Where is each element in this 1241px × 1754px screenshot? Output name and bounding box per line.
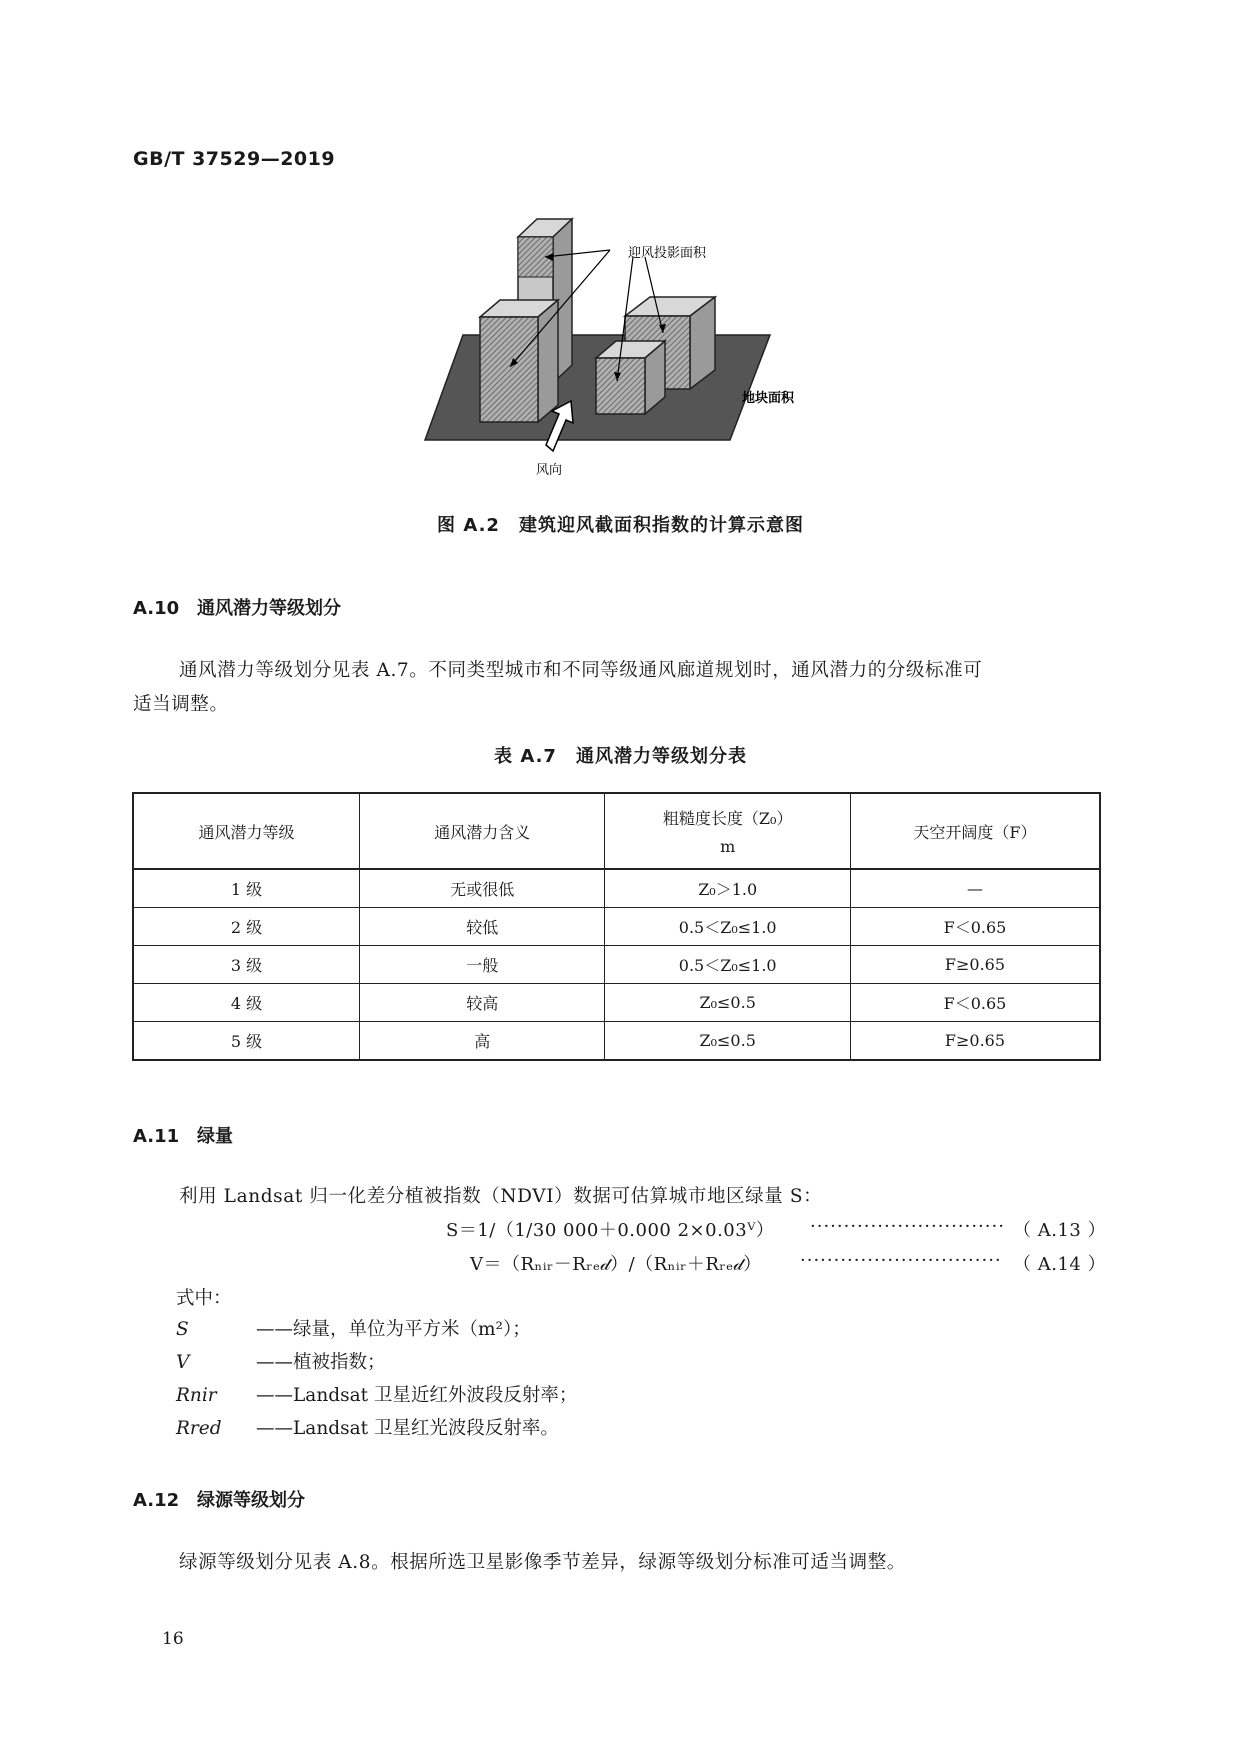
table-cell: 0.5＜Z₀≤1.0 xyxy=(605,946,851,984)
table-row xyxy=(133,1022,1100,1061)
column-header xyxy=(605,793,851,869)
section-title: 绿源等级划分 xyxy=(197,1490,305,1511)
table-caption: 表 A.7 通风潜力等级划分表 xyxy=(494,746,747,767)
table-cell: F＜0.65 xyxy=(850,908,1100,946)
table-row xyxy=(133,946,1100,984)
formula-leader-dots: ······························ xyxy=(800,1250,1002,1271)
table-cell: Z₀≤0.5 xyxy=(605,984,851,1022)
table-cell: 较低 xyxy=(359,908,604,946)
table-cell: 3 级 xyxy=(133,946,359,984)
variable-description: ——Landsat 卫星红光波段反射率。 xyxy=(256,1418,559,1439)
standard-code: GB/T 37529—2019 xyxy=(133,148,336,170)
variable-symbol: Rnir xyxy=(176,1385,217,1406)
section-number: A.12 xyxy=(133,1490,180,1511)
table-cell: — xyxy=(850,869,1100,908)
column-header: 天空开阔度（F） xyxy=(850,793,1100,869)
paragraph-a12: 绿源等级划分见表 A.8。根据所选卫星影像季节差异，绿源等级划分标准可适当调整。 xyxy=(179,1552,906,1573)
table-cell: 一般 xyxy=(359,946,604,984)
table-cell: 5 级 xyxy=(133,1022,359,1061)
paragraph-line: 适当调整。 xyxy=(133,694,229,715)
table-row xyxy=(133,908,1100,946)
section-number: A.11 xyxy=(133,1126,180,1147)
windward-area-diagram xyxy=(420,205,820,480)
column-header: 通风潜力等级 xyxy=(133,793,359,869)
table-cell: 高 xyxy=(359,1022,604,1061)
section-heading-a12 xyxy=(133,1486,305,1512)
table-cell: F＜0.65 xyxy=(850,984,1100,1022)
variable-symbol: V xyxy=(176,1352,190,1373)
variable-row xyxy=(176,1412,577,1445)
paragraph-a11: 利用 Landsat 归一化差分植被指数（NDVI）数据可估算城市地区绿量 S： xyxy=(179,1186,823,1207)
formula-leader-dots: ····························· xyxy=(810,1216,1005,1237)
paragraph-a10 xyxy=(133,654,1101,722)
section-number: A.10 xyxy=(133,598,180,619)
variable-row xyxy=(176,1379,577,1412)
column-header: 通风潜力含义 xyxy=(359,793,604,869)
table-cell: 较高 xyxy=(359,984,604,1022)
variable-description: ——植被指数； xyxy=(256,1352,386,1373)
column-header-label: 粗糙度长度（Z₀） xyxy=(662,809,793,828)
table-cell: Z₀＞1.0 xyxy=(605,869,851,908)
column-header-unit: m xyxy=(720,837,736,856)
formula-a14: V＝（Rₙᵢᵣ－Rᵣₑ𝒹）/（Rₙᵢᵣ＋Rᵣₑ𝒹） xyxy=(470,1254,762,1275)
table-cell: 2 级 xyxy=(133,908,359,946)
variable-list xyxy=(176,1313,577,1445)
variable-symbol: S xyxy=(176,1319,189,1340)
label-plot-area: 地块面积 xyxy=(742,391,795,406)
ventilation-potential-table xyxy=(132,792,1101,1061)
table-cell: 4 级 xyxy=(133,984,359,1022)
table-cell: F≥0.65 xyxy=(850,1022,1100,1061)
table-cell: F≥0.65 xyxy=(850,946,1100,984)
formula-number-a13: （ A.13 ） xyxy=(1013,1220,1107,1241)
table-cell: 0.5＜Z₀≤1.0 xyxy=(605,908,851,946)
paragraph-line: 通风潜力等级划分见表 A.7。不同类型城市和不同等级通风廊道规划时，通风潜力的分级标准可 xyxy=(179,660,983,681)
section-title: 通风潜力等级划分 xyxy=(197,598,341,619)
figure-caption: 图 A.2 建筑迎风截面积指数的计算示意图 xyxy=(437,515,804,536)
section-heading-a11 xyxy=(133,1122,233,1148)
table-cell: Z₀≤0.5 xyxy=(605,1022,851,1061)
table-row xyxy=(133,984,1100,1022)
label-wind-direction: 风向 xyxy=(536,463,563,478)
label-windward-area: 迎风投影面积 xyxy=(628,246,707,261)
variable-row xyxy=(176,1346,577,1379)
variable-row xyxy=(176,1313,577,1346)
table-row xyxy=(133,869,1100,908)
section-title: 绿量 xyxy=(197,1126,233,1147)
variable-description: ——绿量，单位为平方米（m²）； xyxy=(256,1319,531,1340)
formula-number-a14: （ A.14 ） xyxy=(1013,1254,1107,1275)
where-label: 式中： xyxy=(176,1288,232,1309)
formula-a13: S＝1/（1/30 000＋0.000 2×0.03ⱽ） xyxy=(446,1220,775,1241)
variable-description: ——Landsat 卫星近红外波段反射率； xyxy=(256,1385,578,1406)
table-cell: 无或很低 xyxy=(359,869,604,908)
page-number: 16 xyxy=(162,1629,184,1649)
variable-symbol: Rred xyxy=(176,1418,222,1439)
table-header-row xyxy=(133,793,1100,869)
section-heading-a10 xyxy=(133,594,341,620)
table-cell: 1 级 xyxy=(133,869,359,908)
